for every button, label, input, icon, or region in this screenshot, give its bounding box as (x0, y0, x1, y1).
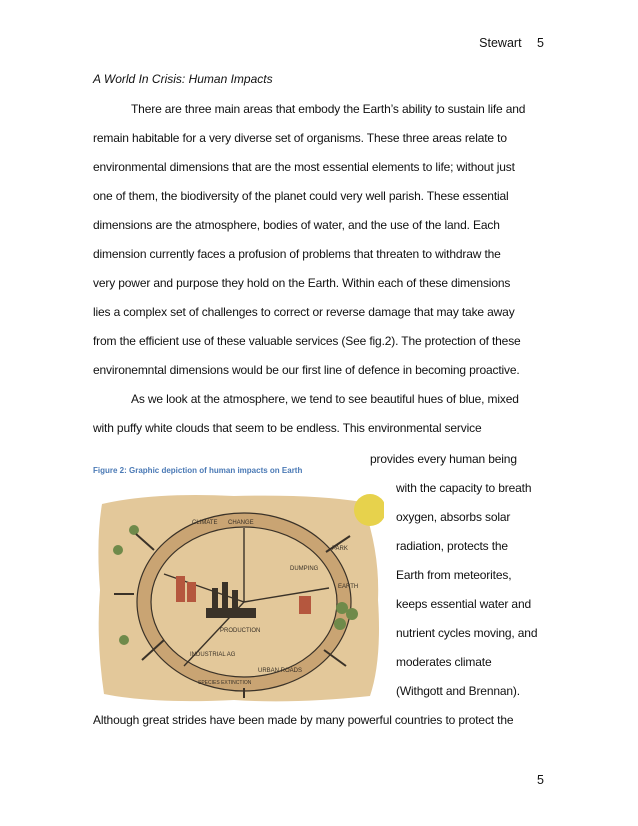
label-earth: EARTH (338, 584, 359, 590)
body-line-8: lies a complex set of challenges to correct or reverse damage that may take away (93, 305, 515, 319)
body-line-7: very power and purpose they hold on the Earth. Within each of these dimensions (93, 276, 511, 290)
wrap-line-9: (Withgott and Brennan). (396, 684, 520, 698)
body-line-11: As we look at the atmosphere, we tend to see beautiful hues of blue, mixed (131, 392, 519, 406)
label-park: PARK (332, 546, 348, 552)
page-header (467, 36, 544, 50)
body-line-3: environmental dimensions that are the most essential elements to life; without just (93, 160, 515, 174)
figure-caption: Figure 2: Graphic depiction of human impacts on Earth (93, 466, 303, 475)
wrap-line-8: moderates climate (396, 655, 492, 669)
wrap-line-3: oxygen, absorbs solar (396, 510, 511, 524)
body-line-6: dimension currently faces a profusion of problems that threaten to withdraw the (93, 247, 501, 261)
wrap-line-2: with the capacity to breath (396, 481, 532, 495)
section-title: A World In Crisis: Human Impacts (93, 72, 273, 86)
label-change: CHANGE (228, 520, 254, 526)
label-species-extinction: SPECIES EXTINCTION (198, 680, 252, 686)
wrap-line-7: nutrient cycles moving, and (396, 626, 538, 640)
body-line-4: one of them, the biodiversity of the planet could very well parish. These essential (93, 189, 509, 203)
header-author: Stewart (479, 36, 522, 50)
footer-page-number: 5 (537, 773, 544, 787)
body-line-10: environemntal dimensions would be our first line of defence in becoming proactive. (93, 363, 520, 377)
label-industrial-ag: INDUSTRIAL AG (190, 652, 236, 658)
label-production: PRODUCTION (220, 628, 261, 634)
body-line-9: from the efficient use of these valuable services (See fig.2). The protection of these (93, 334, 521, 348)
body-line-last: Although great strides have been made by many powerful countries to protect the (93, 713, 514, 727)
body-line-2: remain habitable for a very diverse set of organisms. These three areas relate to (93, 131, 507, 145)
body-line-12: with puffy white clouds that seem to be endless. This environmental service (93, 421, 482, 435)
human-impacts-figure (94, 490, 384, 704)
wrap-line-1: provides every human being (370, 452, 517, 466)
wrap-line-4: radiation, protects the (396, 539, 508, 553)
wrap-line-5: Earth from meteorites, (396, 568, 512, 582)
wrap-line-6: keeps essential water and (396, 597, 532, 611)
label-urban-roads: URBAN ROADS (258, 668, 303, 674)
body-line-5: dimensions are the atmosphere, bodies of water, and the use of the land. Each (93, 218, 500, 232)
label-climate: CLIMATE (192, 520, 218, 526)
body-line-1: There are three main areas that embody the Earth’s ability to sustain life and (131, 102, 526, 116)
label-dumping: DUMPING (290, 566, 319, 572)
header-page-number: 5 (537, 36, 544, 50)
